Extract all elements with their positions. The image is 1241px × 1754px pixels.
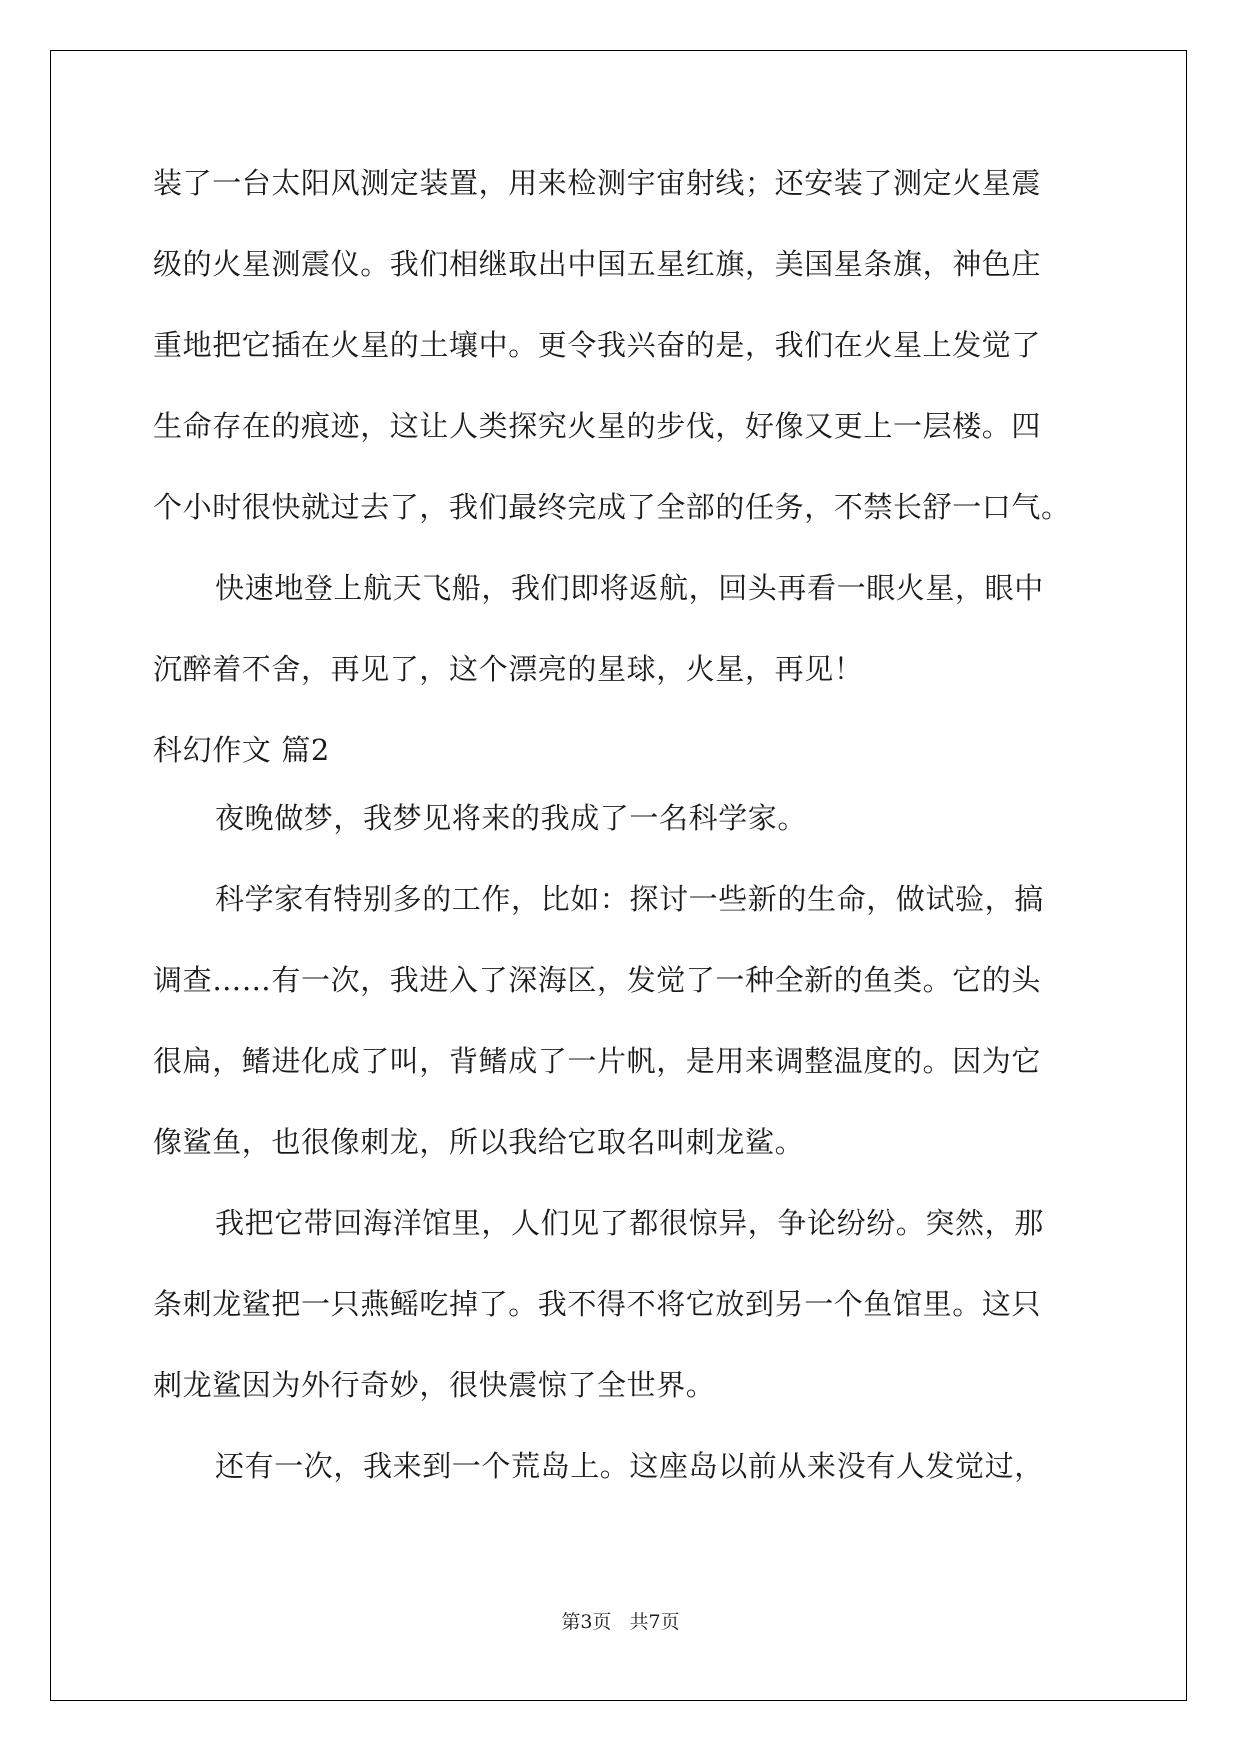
text-line: 个小时很快就过去了，我们最终完成了全部的任务，不禁长舒一口气。 xyxy=(153,490,1071,524)
text-line: 沉醉着不舍，再见了，这个漂亮的星球，火星，再见！ xyxy=(153,652,864,686)
text-line: 调查……有一次，我进入了深海区，发觉了一种全新的鱼类。它的头 xyxy=(153,963,1042,997)
paragraph-start-line: 我把它带回海洋馆里，人们见了都很惊异，争论纷纷。突然，那 xyxy=(215,1206,1044,1240)
text-line: 条刺龙鲨把一只燕鳐吃掉了。我不得不将它放到另一个鱼馆里。这只 xyxy=(153,1287,1042,1321)
paragraph-start-line: 夜晚做梦，我梦见将来的我成了一名科学家。 xyxy=(215,801,808,835)
paragraph-start-line: 科学家有特别多的工作，比如：探讨一些新的生命，做试验，搞 xyxy=(215,882,1044,916)
paragraph-start-line: 快速地登上航天飞船，我们即将返航，回头再看一眼火星，眼中 xyxy=(215,571,1044,605)
page-number-footer: 第3页 共7页 xyxy=(561,1611,680,1633)
text-line: 生命存在的痕迹，这让人类探究火星的步伐，好像又更上一层楼。四 xyxy=(153,409,1042,443)
text-line: 很扁，鳍进化成了叫，背鳍成了一片帆，是用来调整温度的。因为它 xyxy=(153,1044,1042,1078)
text-line: 装了一台太阳风测定装置，用来检测宇宙射线；还安装了测定火星震 xyxy=(153,166,1042,200)
document-body xyxy=(153,163,1093,1527)
section-heading: 科幻作文 篇2 xyxy=(153,733,330,767)
paragraph-start-line: 还有一次，我来到一个荒岛上。这座岛以前从来没有人发觉过， xyxy=(215,1449,1044,1483)
text-line: 重地把它插在火星的土壤中。更令我兴奋的是，我们在火星上发觉了 xyxy=(153,328,1042,362)
text-line: 刺龙鲨因为外行奇妙，很快震惊了全世界。 xyxy=(153,1368,716,1402)
text-line: 级的火星测震仪。我们相继取出中国五星红旗，美国星条旗，神色庄 xyxy=(153,247,1042,281)
text-line: 像鲨鱼，也很像刺龙，所以我给它取名叫刺龙鲨。 xyxy=(153,1125,805,1159)
